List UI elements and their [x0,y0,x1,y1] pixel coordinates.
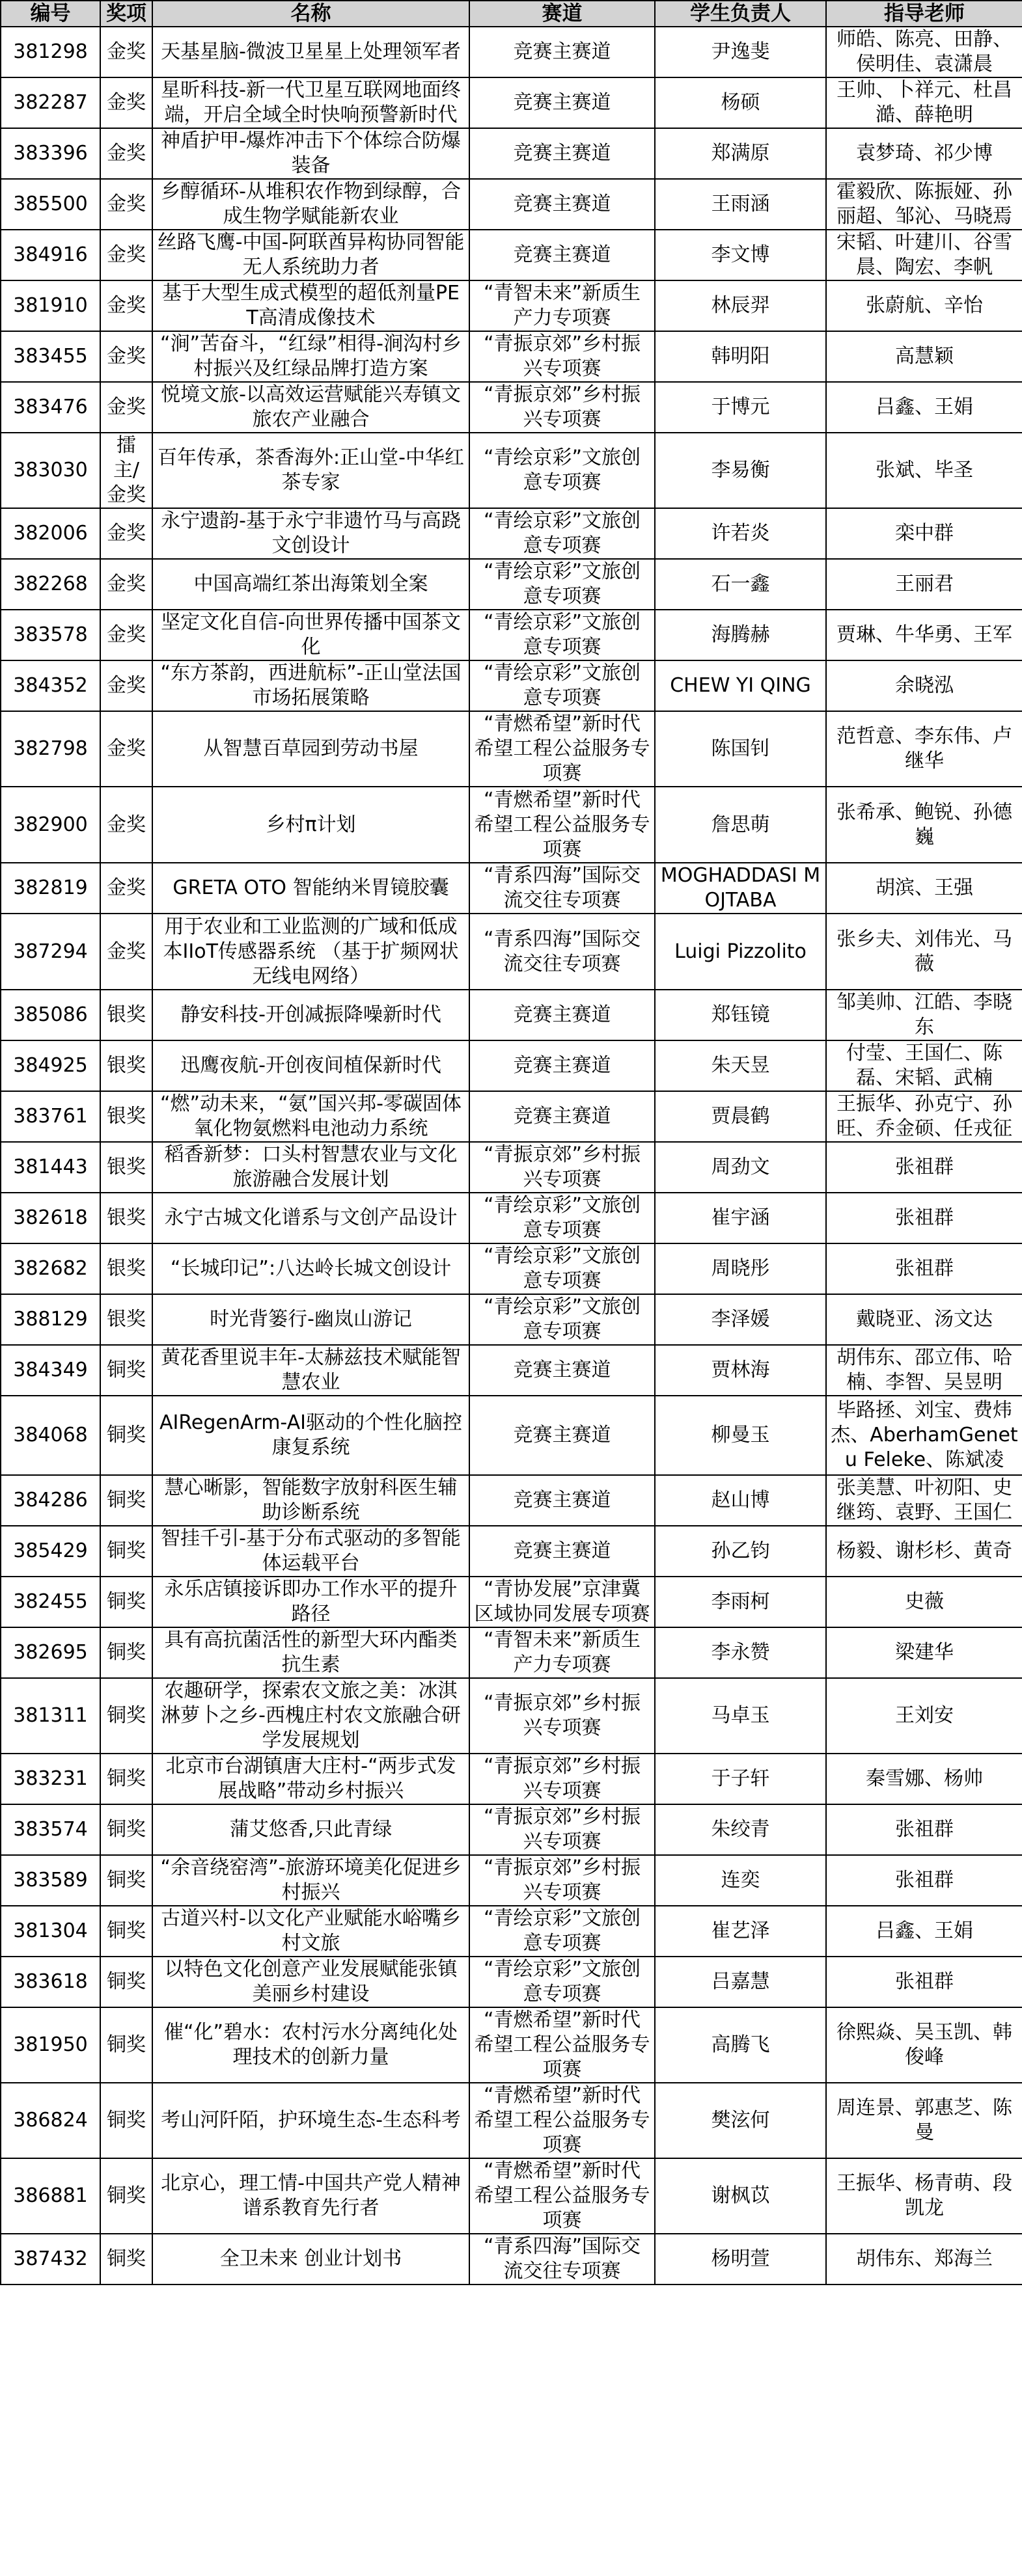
cell-award: 银奖 [100,1193,152,1243]
cell-name: AIRegenArm-AI驱动的个性化脑控康复系统 [152,1396,469,1475]
cell-track: “青绘京彩”文旅创意专项赛 [469,559,655,610]
cell-name: 永宁遗韵-基于永宁非遗竹马与高跷文创设计 [152,508,469,559]
table-row [1,230,1022,280]
cell-name: 基于大型生成式模型的超低剂量PET高清成像技术 [152,280,469,331]
cell-leader: 吕嘉慧 [655,1957,826,2007]
cell-name: 黄花香里说丰年-太赫兹技术赋能智慧农业 [152,1345,469,1396]
cell-teachers: 吕鑫、王娟 [826,1906,1022,1957]
cell-id: 382006 [1,508,100,559]
cell-id: 383578 [1,610,100,660]
table-row [1,1091,1022,1142]
cell-id: 381443 [1,1142,100,1193]
table-body [1,27,1022,2285]
cell-teachers: 高慧颖 [826,331,1022,382]
cell-teachers: 付莹、王国仁、陈磊、宋韬、武楠 [826,1040,1022,1091]
cell-teachers: 张祖群 [826,1243,1022,1294]
cell-teachers: 王振华、孙克宁、孙旺、乔金硕、任戎征 [826,1091,1022,1142]
cell-track: “青智未来”新质生产力专项赛 [469,280,655,331]
cell-leader: 赵山博 [655,1475,826,1526]
table-row [1,660,1022,711]
cell-award: 铜奖 [100,2083,152,2158]
cell-id: 387432 [1,2234,100,2285]
cell-track: “青燃希望”新时代希望工程公益服务专项赛 [469,2158,655,2234]
cell-track: “青绘京彩”文旅创意专项赛 [469,1294,655,1345]
cell-award: 金奖 [100,280,152,331]
cell-teachers: 张祖群 [826,1855,1022,1906]
cell-track: 竞赛主赛道 [469,1526,655,1577]
cell-leader: 王雨涵 [655,179,826,230]
cell-leader: 朱天昱 [655,1040,826,1091]
cell-id: 383618 [1,1957,100,2007]
cell-track: “青智未来”新质生产力专项赛 [469,1627,655,1678]
cell-award: 铜奖 [100,1627,152,1678]
cell-award: 铜奖 [100,1475,152,1526]
table-row [1,711,1022,787]
cell-id: 383589 [1,1855,100,1906]
cell-id: 384352 [1,660,100,711]
cell-leader: 李永赞 [655,1627,826,1678]
cell-name: “长城印记”:八达岭长城文创设计 [152,1243,469,1294]
cell-track: 竞赛主赛道 [469,27,655,77]
cell-leader: 贾晨鹤 [655,1091,826,1142]
cell-award: 铜奖 [100,2234,152,2285]
cell-track: “青绘京彩”文旅创意专项赛 [469,433,655,508]
cell-teachers: 毕路拯、刘宝、费炜杰、AberhamGenetu Feleke、陈斌凌 [826,1396,1022,1475]
cell-name: 百年传承，茶香海外:正山堂-中华红茶专家 [152,433,469,508]
cell-award: 银奖 [100,1243,152,1294]
cell-name: 星昕科技-新一代卫星互联网地面终端，开启全域全时快响预警新时代 [152,77,469,128]
cell-leader: 马卓玉 [655,1678,826,1754]
cell-award: 铜奖 [100,1855,152,1906]
table-row [1,1243,1022,1294]
cell-name: 考山河阡陌，护环境生态-生态科考 [152,2083,469,2158]
table-row [1,559,1022,610]
cell-award: 金奖 [100,77,152,128]
cell-teachers: 张祖群 [826,1804,1022,1855]
cell-name: 北京心，理工情-中国共产党人精神谱系教育先行者 [152,2158,469,2234]
cell-leader: 贾林海 [655,1345,826,1396]
cell-track: 竞赛主赛道 [469,179,655,230]
cell-id: 384349 [1,1345,100,1396]
cell-teachers: 张祖群 [826,1193,1022,1243]
cell-id: 382268 [1,559,100,610]
cell-teachers: 张美慧、叶初阳、史继筠、袁野、王国仁 [826,1475,1022,1526]
table-row [1,1396,1022,1475]
cell-award: 铜奖 [100,2158,152,2234]
cell-leader: 郑满原 [655,128,826,179]
cell-track: 竞赛主赛道 [469,1040,655,1091]
table-row [1,1040,1022,1091]
cell-teachers: 张希承、鲍锐、孙德巍 [826,787,1022,863]
cell-id: 382455 [1,1577,100,1627]
table-row [1,787,1022,863]
cell-id: 386881 [1,2158,100,2234]
cell-teachers: 胡滨、王强 [826,863,1022,914]
cell-award: 铜奖 [100,1396,152,1475]
cell-id: 382900 [1,787,100,863]
cell-name: “余音绕窑湾”-旅游环境美化促进乡村振兴 [152,1855,469,1906]
cell-leader: 杨硕 [655,77,826,128]
table-row [1,1627,1022,1678]
table-row [1,1475,1022,1526]
cell-track: “青绘京彩”文旅创意专项赛 [469,660,655,711]
cell-track: “青燃希望”新时代希望工程公益服务专项赛 [469,2007,655,2083]
cell-teachers: 杨毅、谢杉杉、黄奇 [826,1526,1022,1577]
cell-name: 坚定文化自信-向世界传播中国茶文化 [152,610,469,660]
cell-teachers: 戴晓亚、汤文达 [826,1294,1022,1345]
cell-id: 381910 [1,280,100,331]
cell-award: 铜奖 [100,1577,152,1627]
cell-teachers: 王丽君 [826,559,1022,610]
table-row [1,2234,1022,2285]
cell-track: “青绘京彩”文旅创意专项赛 [469,508,655,559]
cell-name: 神盾护甲-爆炸冲击下个体综合防爆装备 [152,128,469,179]
table-row [1,1957,1022,2007]
cell-award: 银奖 [100,1142,152,1193]
cell-award: 金奖 [100,914,152,990]
cell-track: “青振京郊”乡村振兴专项赛 [469,331,655,382]
cell-leader: 陈国钊 [655,711,826,787]
cell-track: 竞赛主赛道 [469,1475,655,1526]
cell-award: 金奖 [100,508,152,559]
cell-id: 385086 [1,990,100,1040]
cell-id: 384916 [1,230,100,280]
table-row [1,1577,1022,1627]
header-leader: 学生负责人 [655,1,826,27]
table-row [1,27,1022,77]
cell-leader: 谢枫苡 [655,2158,826,2234]
cell-teachers: 张祖群 [826,1957,1022,2007]
cell-teachers: 邹美帅、江皓、李晓东 [826,990,1022,1040]
cell-id: 383574 [1,1804,100,1855]
cell-name: 具有高抗菌活性的新型大环内酯类抗生素 [152,1627,469,1678]
cell-name: 静安科技-开创减振降噪新时代 [152,990,469,1040]
header-row [1,1,1022,27]
cell-leader: 于子轩 [655,1754,826,1804]
cell-name: 蒲艾悠香,只此青绿 [152,1804,469,1855]
cell-id: 381298 [1,27,100,77]
cell-leader: 李易衡 [655,433,826,508]
cell-id: 382682 [1,1243,100,1294]
cell-id: 381950 [1,2007,100,2083]
table-row [1,1754,1022,1804]
cell-award: 金奖 [100,559,152,610]
cell-name: 智挂千引-基于分布式驱动的多智能体运载平台 [152,1526,469,1577]
cell-leader: 周劲文 [655,1142,826,1193]
cell-name: GRETA OTO 智能纳米胃镜胶囊 [152,863,469,914]
cell-award: 金奖 [100,179,152,230]
table-row [1,610,1022,660]
cell-leader: 尹逸斐 [655,27,826,77]
cell-teachers: 秦雪娜、杨帅 [826,1754,1022,1804]
cell-award: 金奖 [100,331,152,382]
cell-teachers: 范哲意、李东伟、卢继华 [826,711,1022,787]
table-row [1,280,1022,331]
cell-award: 铜奖 [100,1526,152,1577]
cell-id: 382798 [1,711,100,787]
cell-award: 铜奖 [100,1345,152,1396]
cell-track: 竞赛主赛道 [469,1091,655,1142]
cell-teachers: 胡伟东、郑海兰 [826,2234,1022,2285]
cell-track: “青协发展”京津冀区域协同发展专项赛 [469,1577,655,1627]
cell-id: 387294 [1,914,100,990]
cell-id: 384068 [1,1396,100,1475]
table-row [1,331,1022,382]
cell-track: “青振京郊”乡村振兴专项赛 [469,1142,655,1193]
cell-teachers: 胡伟东、邵立伟、哈楠、李智、吴昱明 [826,1345,1022,1396]
table-row [1,382,1022,433]
table-row [1,1193,1022,1243]
cell-leader: 连奕 [655,1855,826,1906]
cell-leader: 崔艺泽 [655,1906,826,1957]
cell-name: 迅鹰夜航-开创夜间植保新时代 [152,1040,469,1091]
cell-award: 金奖 [100,610,152,660]
cell-name: 从智慧百草园到劳动书屋 [152,711,469,787]
cell-name: 永乐店镇接诉即办工作水平的提升路径 [152,1577,469,1627]
cell-name: 稻香新梦：口头村智慧农业与文化旅游融合发展计划 [152,1142,469,1193]
cell-name: 天基星脑-微波卫星星上处理领军者 [152,27,469,77]
header-teachers: 指导老师 [826,1,1022,27]
cell-leader: 高腾飞 [655,2007,826,2083]
cell-teachers: 史薇 [826,1577,1022,1627]
cell-id: 384286 [1,1475,100,1526]
cell-track: “青绘京彩”文旅创意专项赛 [469,1243,655,1294]
cell-name: 催“化”碧水：农村污水分离纯化处理技术的创新力量 [152,2007,469,2083]
cell-award: 铜奖 [100,2007,152,2083]
table-row [1,1142,1022,1193]
cell-award: 金奖 [100,660,152,711]
table-row [1,1855,1022,1906]
cell-teachers: 宋韬、叶建川、谷雪晨、陶宏、李帆 [826,230,1022,280]
table-row [1,1804,1022,1855]
cell-id: 381304 [1,1906,100,1957]
table-row [1,1294,1022,1345]
cell-leader: 海腾赫 [655,610,826,660]
cell-award: 银奖 [100,1294,152,1345]
cell-name: 古道兴村-以文化产业赋能水峪嘴乡村文旅 [152,1906,469,1957]
cell-award: 铜奖 [100,1754,152,1804]
cell-teachers: 张蔚航、辛怡 [826,280,1022,331]
cell-award: 铜奖 [100,1906,152,1957]
cell-track: 竞赛主赛道 [469,77,655,128]
cell-award: 金奖 [100,863,152,914]
table-row [1,77,1022,128]
cell-award: 铜奖 [100,1678,152,1754]
cell-teachers: 徐熙焱、吴玉凯、韩俊峰 [826,2007,1022,2083]
cell-track: “青绘京彩”文旅创意专项赛 [469,1193,655,1243]
cell-teachers: 师皓、陈亮、田静、侯明佳、袁潇晨 [826,27,1022,77]
cell-leader: 朱绞青 [655,1804,826,1855]
cell-track: 竞赛主赛道 [469,128,655,179]
cell-leader: 李泽媛 [655,1294,826,1345]
cell-award: 铜奖 [100,1804,152,1855]
cell-name: 时光背篓行-幽岚山游记 [152,1294,469,1345]
cell-leader: 樊泫何 [655,2083,826,2158]
table-row [1,1345,1022,1396]
cell-award: 铜奖 [100,1957,152,2007]
cell-award: 金奖 [100,128,152,179]
cell-leader: 詹思萌 [655,787,826,863]
cell-teachers: 王帅、卜祥元、杜昌澔、薛艳明 [826,77,1022,128]
table-row [1,2083,1022,2158]
cell-award: 金奖 [100,382,152,433]
table-row [1,990,1022,1040]
cell-name: 以特色文化创意产业发展赋能张镇美丽乡村建设 [152,1957,469,2007]
table-row [1,179,1022,230]
cell-name: 悦境文旅-以高效运营赋能兴寿镇文旅农产业融合 [152,382,469,433]
cell-teachers: 王振华、杨青萌、段凯龙 [826,2158,1022,2234]
cell-teachers: 梁建华 [826,1627,1022,1678]
cell-name: 慧心晰影，智能数字放射科医生辅助诊断系统 [152,1475,469,1526]
cell-track: 竞赛主赛道 [469,990,655,1040]
cell-id: 382287 [1,77,100,128]
cell-award: 擂主/金奖 [100,433,152,508]
cell-leader: 林辰羿 [655,280,826,331]
cell-id: 382618 [1,1193,100,1243]
cell-name: 永宁古城文化谱系与文创产品设计 [152,1193,469,1243]
table-row [1,1678,1022,1754]
cell-name: “燃”动未来，“氨”国兴邦-零碳固体氧化物氨燃料电池动力系统 [152,1091,469,1142]
cell-id: 383396 [1,128,100,179]
cell-teachers: 吕鑫、王娟 [826,382,1022,433]
table-row [1,2158,1022,2234]
cell-track: “青绘京彩”文旅创意专项赛 [469,1906,655,1957]
cell-id: 383455 [1,331,100,382]
cell-track: “青系四海”国际交流交往专项赛 [469,2234,655,2285]
cell-id: 388129 [1,1294,100,1345]
cell-leader: 石一鑫 [655,559,826,610]
cell-teachers: 贾琳、牛华勇、王军 [826,610,1022,660]
header-track: 赛道 [469,1,655,27]
cell-name: 用于农业和工业监测的广域和低成本IIoT传感器系统 （基于扩频网状无线电网络） [152,914,469,990]
cell-track: “青振京郊”乡村振兴专项赛 [469,1855,655,1906]
cell-name: 丝路飞鹰-中国-阿联酋异构协同智能无人系统助力者 [152,230,469,280]
cell-leader: MOGHADDASI MOJTABA [655,863,826,914]
cell-teachers: 霍毅欣、陈振娅、孙丽超、邹沁、马晓焉 [826,179,1022,230]
cell-track: “青系四海”国际交流交往专项赛 [469,863,655,914]
cell-teachers: 张乡夫、刘伟光、马薇 [826,914,1022,990]
cell-track: “青振京郊”乡村振兴专项赛 [469,1804,655,1855]
cell-award: 银奖 [100,990,152,1040]
cell-track: “青燃希望”新时代希望工程公益服务专项赛 [469,787,655,863]
table-row [1,2007,1022,2083]
cell-id: 383030 [1,433,100,508]
cell-name: 农趣研学，探索农文旅之美：冰淇淋萝卜之乡-西槐庄村农文旅融合研学发展规划 [152,1678,469,1754]
cell-id: 385429 [1,1526,100,1577]
cell-leader: 崔宇涵 [655,1193,826,1243]
header-id: 编号 [1,1,100,27]
cell-teachers: 王刘安 [826,1678,1022,1754]
cell-award: 银奖 [100,1091,152,1142]
cell-name: 北京市台湖镇唐大庄村-“两步式发展战略”带动乡村振兴 [152,1754,469,1804]
cell-leader: CHEW YI QING [655,660,826,711]
cell-id: 384925 [1,1040,100,1091]
cell-name: “涧”苦奋斗，“红绿”相得-涧沟村乡村振兴及红绿品牌打造方案 [152,331,469,382]
cell-track: 竞赛主赛道 [469,230,655,280]
cell-leader: 杨明萱 [655,2234,826,2285]
cell-leader: 韩明阳 [655,331,826,382]
cell-track: “青振京郊”乡村振兴专项赛 [469,1678,655,1754]
header-award: 奖项 [100,1,152,27]
table-row [1,508,1022,559]
cell-name: “东方茶韵，西进航标”-正山堂法国市场拓展策略 [152,660,469,711]
cell-leader: 孙乙钧 [655,1526,826,1577]
cell-teachers: 张斌、毕圣 [826,433,1022,508]
cell-award: 金奖 [100,787,152,863]
cell-teachers: 栾中群 [826,508,1022,559]
cell-track: “青系四海”国际交流交往专项赛 [469,914,655,990]
cell-track: “青燃希望”新时代希望工程公益服务专项赛 [469,711,655,787]
cell-track: 竞赛主赛道 [469,1396,655,1475]
cell-id: 382695 [1,1627,100,1678]
table-row [1,128,1022,179]
table-row [1,863,1022,914]
cell-track: “青振京郊”乡村振兴专项赛 [469,1754,655,1804]
table-row [1,914,1022,990]
cell-track: “青燃希望”新时代希望工程公益服务专项赛 [469,2083,655,2158]
cell-track: “青振京郊”乡村振兴专项赛 [469,382,655,433]
cell-teachers: 周连景、郭惠芝、陈曼 [826,2083,1022,2158]
cell-leader: 周晓彤 [655,1243,826,1294]
cell-id: 386824 [1,2083,100,2158]
cell-id: 383476 [1,382,100,433]
cell-track: “青绘京彩”文旅创意专项赛 [469,610,655,660]
cell-track: “青绘京彩”文旅创意专项赛 [469,1957,655,2007]
cell-name: 乡醇循环-从堆积农作物到绿醇，合成生物学赋能新农业 [152,179,469,230]
cell-leader: 柳曼玉 [655,1396,826,1475]
cell-id: 385500 [1,179,100,230]
table-row [1,433,1022,508]
cell-name: 中国高端红茶出海策划全案 [152,559,469,610]
cell-name: 乡村π计划 [152,787,469,863]
cell-leader: Luigi Pizzolito [655,914,826,990]
cell-award: 金奖 [100,230,152,280]
cell-track: 竞赛主赛道 [469,1345,655,1396]
header-name: 名称 [152,1,469,27]
cell-leader: 李雨柯 [655,1577,826,1627]
cell-id: 383231 [1,1754,100,1804]
cell-id: 381311 [1,1678,100,1754]
cell-leader: 于博元 [655,382,826,433]
cell-leader: 许若炎 [655,508,826,559]
cell-leader: 李文博 [655,230,826,280]
cell-award: 银奖 [100,1040,152,1091]
cell-leader: 郑钰镜 [655,990,826,1040]
cell-award: 金奖 [100,27,152,77]
table-row [1,1906,1022,1957]
cell-id: 383761 [1,1091,100,1142]
table-row [1,1526,1022,1577]
cell-teachers: 余晓泓 [826,660,1022,711]
cell-id: 382819 [1,863,100,914]
cell-name: 全卫未来 创业计划书 [152,2234,469,2285]
cell-teachers: 张祖群 [826,1142,1022,1193]
cell-award: 金奖 [100,711,152,787]
cell-teachers: 袁梦琦、祁少博 [826,128,1022,179]
